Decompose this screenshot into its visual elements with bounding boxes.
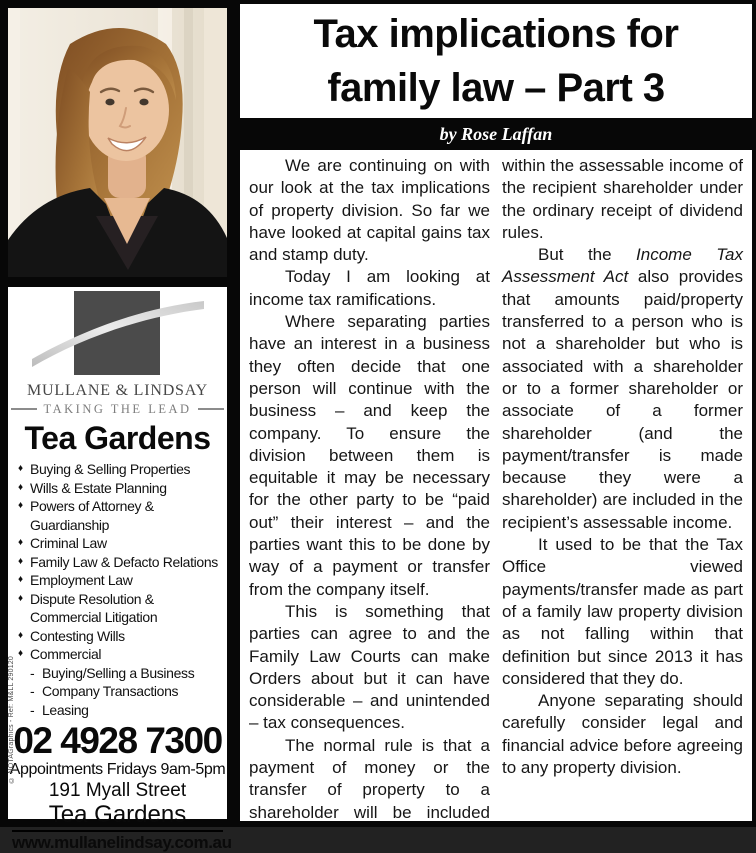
- location-heading: Tea Gardens: [24, 420, 211, 456]
- article-paragraph: It used to be that the Tax Office viewed payments/transfer made as part of a family law property division as not falling within that definition but since 2013 it has considered that they do.: [502, 535, 743, 688]
- service-item: [18, 460, 223, 479]
- article-paragraph: But the Income Tax Assessment Act also provides that amounts paid/property transferred to a person who is not a shareholder but who is associated with a shareholder or to a former shareholder or associate of a former shareholder (and the payment/transfer is made because they were a shareholder) are included in the recipient’s assessable income.: [502, 245, 743, 532]
- service-label: Company Transactions: [42, 683, 179, 699]
- portrait-photo-illustration: [8, 8, 227, 277]
- service-label: Buying & Selling Properties: [30, 461, 191, 477]
- diamond-bullet-icon: ♦: [18, 481, 23, 493]
- service-label: Contesting Wills: [30, 627, 125, 644]
- firm-name: MULLANE & LINDSAY: [26, 382, 208, 399]
- address-town: Tea Gardens: [48, 801, 187, 828]
- diamond-bullet-icon: ♦: [18, 463, 23, 474]
- byline-author: by Rose Laffan: [439, 123, 553, 144]
- tagline-rule-right: [198, 408, 224, 410]
- article-title-line1: Tax implications for: [313, 12, 679, 56]
- dash-bullet-icon: -: [30, 701, 35, 718]
- service-label: Wills & Estate Planning: [30, 479, 167, 496]
- copyright-vertical-text: © NOTAGraphics - Ref: M&LL 290120: [8, 656, 15, 783]
- article-title-box: [240, 4, 752, 118]
- firm-tagline: TAKING THE LEAD: [11, 402, 223, 416]
- service-item: [18, 534, 223, 553]
- diamond-bullet-icon: ♦: [18, 592, 23, 604]
- dash-bullet-icon: -: [30, 683, 35, 699]
- article-paragraph: within the assessable income of the recipient shareholder under the ordinary receipt of dividend rules.: [502, 156, 743, 242]
- service-item: [18, 590, 223, 627]
- diamond-bullet-icon: ♦: [18, 648, 23, 659]
- diamond-bullet-icon: ♦: [18, 555, 23, 567]
- tagline-rule-left: [11, 408, 37, 410]
- article-paragraph: Today I am looking at income tax ramifications.: [249, 267, 490, 309]
- website-url: www.mullanelindsay.com.au: [12, 830, 223, 853]
- diamond-bullet-icon: ♦: [18, 500, 23, 511]
- dash-bullet-icon: -: [30, 664, 35, 681]
- service-item: [18, 627, 223, 646]
- article-paragraph: This is something that parties can agree to and the Family Law Courts can make Orders about but it can have considerable – and unintended – tax consequences.: [249, 601, 490, 733]
- service-label: Dispute Resolution & Commercial Litigation: [30, 590, 158, 625]
- service-label: Employment Law: [30, 572, 133, 588]
- diamond-bullet-icon: ♦: [18, 629, 23, 641]
- service-label: Buying/Selling a Business: [42, 664, 195, 681]
- service-item: [18, 645, 223, 664]
- address-street: 191 Myall Street: [48, 780, 187, 801]
- service-item: [18, 479, 223, 498]
- service-label: Powers of Attorney & Guardianship: [30, 498, 154, 533]
- article-paragraph: Anyone separating should carefully consider legal and financial advice before agreeing to any property division.: [502, 691, 743, 778]
- service-item: [18, 701, 223, 720]
- article-column-left: [249, 155, 490, 822]
- service-item: [18, 571, 223, 590]
- services-list: [8, 460, 227, 719]
- article-paragraph: We are continuing on with our look at the tax implications of property division. So far we have looked at capital gains tax and stamp duty.: [249, 156, 490, 265]
- service-label: Criminal Law: [30, 535, 107, 551]
- article-title-line2: family law – Part 3: [327, 66, 665, 110]
- service-label: Family Law & Defacto Relations: [30, 553, 218, 570]
- service-label: Commercial: [30, 646, 102, 662]
- service-item: [18, 553, 223, 572]
- firm-info-panel: [8, 287, 232, 852]
- byline-bar: [240, 118, 752, 150]
- diamond-bullet-icon: ♦: [18, 537, 23, 548]
- phone-number: 02 4928 7300: [13, 720, 222, 761]
- diamond-bullet-icon: ♦: [18, 574, 23, 585]
- service-item: [18, 682, 223, 701]
- service-item: [18, 664, 223, 683]
- article-paragraph: The normal rule is that a payment of money or the transfer of property to a shareholder will be included: [249, 735, 490, 822]
- service-label: Leasing: [42, 701, 89, 718]
- article-body: [240, 150, 752, 821]
- article-column-right: [502, 155, 743, 816]
- mullane-lindsay-logo-icon: [32, 291, 204, 379]
- appointments-note: Appointments Fridays 9am-5pm: [9, 761, 226, 778]
- portrait-photo: [8, 8, 227, 277]
- service-item: [18, 497, 223, 534]
- article-paragraph: Where separating parties have an interest in a business they often decide that one person will continue with the business – and keep the company. To ensure the division between them is equitable it may be necessary for the other party to be “paid out” their interest – and the parties want this to be done by way of a payment or transfer from the company itself.: [249, 312, 490, 599]
